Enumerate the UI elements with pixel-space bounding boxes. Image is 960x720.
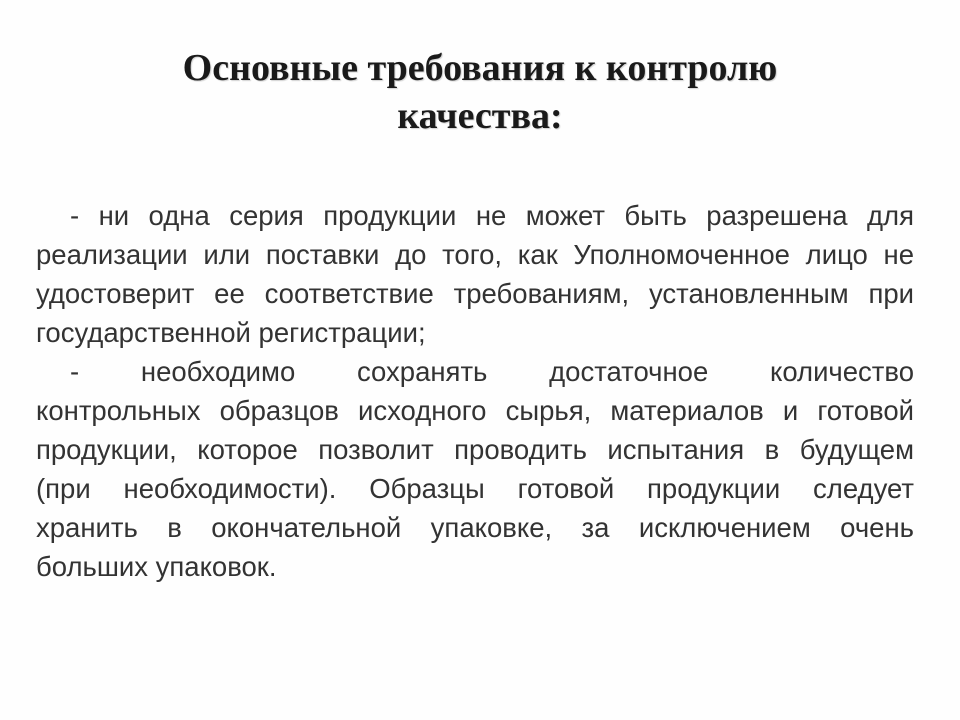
requirement-2-line-4: (при необходимости). Образцы готовой продукции следует <box>36 473 914 504</box>
slide-title-line-1: Основные требования к контролю <box>182 47 778 89</box>
requirement-2-line-2: контрольных образцов исходного сырья, материалов и готовой <box>36 395 914 426</box>
requirement-1-line-4: государственной регистрации; <box>36 317 426 348</box>
requirement-2-line-3: продукции, которое позволит проводить испытания в будущем <box>36 434 914 465</box>
requirement-2-line-6: больших упаковок. <box>36 551 277 582</box>
requirement-1-line-1: - ни одна серия продукции не может быть разрешена для <box>70 200 914 231</box>
requirement-2-line-1: - необходимо сохранять достаточное количество <box>70 356 914 387</box>
slide-body <box>36 196 914 586</box>
requirement-item-1 <box>36 196 914 352</box>
requirement-1-line-2: реализации или поставки до того, как Уполномоченное лицо не <box>36 239 914 270</box>
slide-title <box>60 44 900 140</box>
requirement-2-line-5: хранить в окончательной упаковке, за исключением очень <box>36 512 914 543</box>
requirement-1-line-3: удостоверит ее соответствие требованиям, установленным при <box>36 278 914 309</box>
requirement-item-2 <box>36 352 914 586</box>
slide-title-line-2: качества: <box>397 95 563 137</box>
